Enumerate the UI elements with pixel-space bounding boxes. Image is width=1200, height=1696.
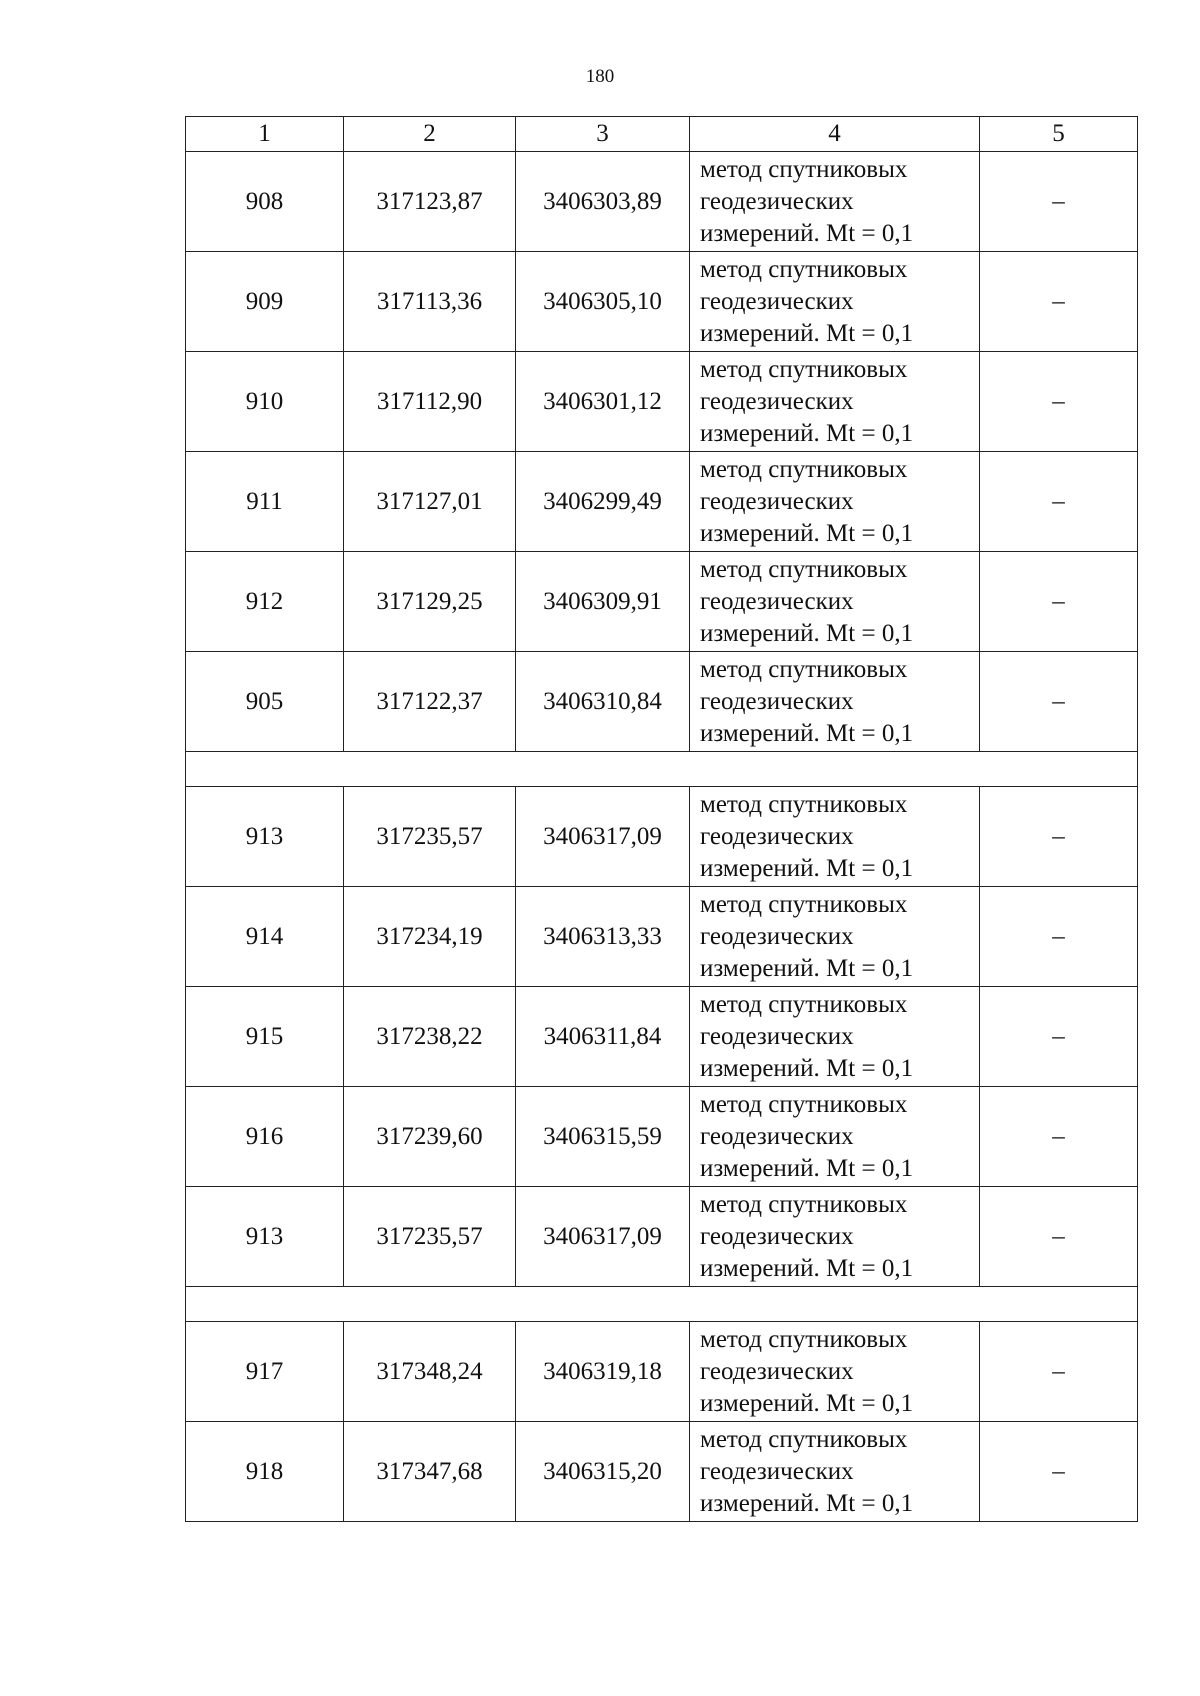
- note-cell: –: [980, 152, 1138, 252]
- method-text-line: измерений. Mt = 0,1: [700, 619, 914, 647]
- section-separator-cell: [186, 752, 1138, 787]
- table-body: [186, 117, 1138, 1522]
- header-cell: 1: [186, 117, 344, 152]
- table-row: [186, 1187, 1138, 1287]
- method-text-line: геодезических: [700, 287, 854, 315]
- method-cell: [690, 452, 980, 552]
- note-cell: –: [980, 452, 1138, 552]
- method-text-line: измерений. Mt = 0,1: [700, 1489, 914, 1517]
- note-cell: –: [980, 552, 1138, 652]
- method-cell: [690, 352, 980, 452]
- method-cell: [690, 252, 980, 352]
- table-row: [186, 552, 1138, 652]
- method-text-line: геодезических: [700, 922, 854, 950]
- method-text-line: геодезических: [700, 1357, 854, 1385]
- method-text-line: геодезических: [700, 587, 854, 615]
- x-coordinate-cell: 317234,19: [344, 887, 516, 987]
- page-number: 180: [585, 66, 615, 87]
- point-number-cell: 909: [186, 252, 344, 352]
- note-cell: –: [980, 1322, 1138, 1422]
- section-separator-cell: [186, 1287, 1138, 1322]
- x-coordinate-cell: 317122,37: [344, 652, 516, 752]
- method-text-line: геодезических: [700, 687, 854, 715]
- y-coordinate-cell: 3406299,49: [516, 452, 690, 552]
- table-row: [186, 452, 1138, 552]
- method-text-line: измерений. Mt = 0,1: [700, 519, 914, 547]
- method-cell: [690, 787, 980, 887]
- table-row: [186, 652, 1138, 752]
- method-text-line: измерений. Mt = 0,1: [700, 719, 914, 747]
- y-coordinate-cell: 3406315,59: [516, 1087, 690, 1187]
- note-cell: –: [980, 987, 1138, 1087]
- method-text-line: измерений. Mt = 0,1: [700, 1389, 914, 1417]
- y-coordinate-cell: 3406315,20: [516, 1422, 690, 1522]
- x-coordinate-cell: 317112,90: [344, 352, 516, 452]
- method-text-line: измерений. Mt = 0,1: [700, 1054, 914, 1082]
- method-text-line: геодезических: [700, 387, 854, 415]
- method-text-line: измерений. Mt = 0,1: [700, 854, 914, 882]
- method-cell: [690, 1087, 980, 1187]
- method-text-line: метод спутниковых: [700, 255, 908, 283]
- y-coordinate-cell: 3406317,09: [516, 787, 690, 887]
- point-number-cell: 905: [186, 652, 344, 752]
- method-text-line: геодезических: [700, 487, 854, 515]
- method-cell: [690, 552, 980, 652]
- point-number-cell: 908: [186, 152, 344, 252]
- y-coordinate-cell: 3406301,12: [516, 352, 690, 452]
- method-text-line: метод спутниковых: [700, 890, 908, 918]
- note-cell: –: [980, 1422, 1138, 1522]
- method-text-line: геодезических: [700, 187, 854, 215]
- method-text-line: геодезических: [700, 1457, 854, 1485]
- point-number-cell: 913: [186, 1187, 344, 1287]
- method-text-line: метод спутниковых: [700, 1190, 908, 1218]
- x-coordinate-cell: 317129,25: [344, 552, 516, 652]
- point-number-cell: 914: [186, 887, 344, 987]
- section-separator-row: [186, 752, 1138, 787]
- table-row: [186, 1087, 1138, 1187]
- method-cell: [690, 1187, 980, 1287]
- method-text-line: метод спутниковых: [700, 455, 908, 483]
- point-number-cell: 910: [186, 352, 344, 452]
- header-cell: 4: [690, 117, 980, 152]
- table-row: [186, 152, 1138, 252]
- point-number-cell: 918: [186, 1422, 344, 1522]
- method-text-line: геодезических: [700, 1122, 854, 1150]
- method-text-line: метод спутниковых: [700, 990, 908, 1018]
- table-row: [186, 352, 1138, 452]
- method-text-line: метод спутниковых: [700, 1090, 908, 1118]
- x-coordinate-cell: 317238,22: [344, 987, 516, 1087]
- point-number-cell: 912: [186, 552, 344, 652]
- header-cell: 3: [516, 117, 690, 152]
- method-text-line: измерений. Mt = 0,1: [700, 419, 914, 447]
- section-separator-row: [186, 1287, 1138, 1322]
- method-cell: [690, 987, 980, 1087]
- x-coordinate-cell: 317127,01: [344, 452, 516, 552]
- method-text-line: метод спутниковых: [700, 355, 908, 383]
- method-text-line: метод спутниковых: [700, 555, 908, 583]
- method-text-line: геодезических: [700, 1022, 854, 1050]
- x-coordinate-cell: 317239,60: [344, 1087, 516, 1187]
- method-text-line: метод спутниковых: [700, 1425, 908, 1453]
- table-row: [186, 887, 1138, 987]
- method-cell: [690, 152, 980, 252]
- table-row: [186, 1422, 1138, 1522]
- header-cell: 2: [344, 117, 516, 152]
- method-text-line: метод спутниковых: [700, 1325, 908, 1353]
- method-cell: [690, 1322, 980, 1422]
- method-text-line: метод спутниковых: [700, 655, 908, 683]
- y-coordinate-cell: 3406309,91: [516, 552, 690, 652]
- method-text-line: метод спутниковых: [700, 155, 908, 183]
- coordinates-table: [185, 116, 1138, 1522]
- note-cell: –: [980, 1087, 1138, 1187]
- method-text-line: измерений. Mt = 0,1: [700, 319, 914, 347]
- method-cell: [690, 652, 980, 752]
- method-cell: [690, 887, 980, 987]
- y-coordinate-cell: 3406319,18: [516, 1322, 690, 1422]
- x-coordinate-cell: 317123,87: [344, 152, 516, 252]
- header-cell: 5: [980, 117, 1138, 152]
- point-number-cell: 917: [186, 1322, 344, 1422]
- table-row: [186, 1322, 1138, 1422]
- method-cell: [690, 1422, 980, 1522]
- note-cell: –: [980, 887, 1138, 987]
- x-coordinate-cell: 317235,57: [344, 1187, 516, 1287]
- note-cell: –: [980, 652, 1138, 752]
- note-cell: –: [980, 252, 1138, 352]
- x-coordinate-cell: 317235,57: [344, 787, 516, 887]
- note-cell: –: [980, 1187, 1138, 1287]
- y-coordinate-cell: 3406313,33: [516, 887, 690, 987]
- table-row: [186, 987, 1138, 1087]
- y-coordinate-cell: 3406310,84: [516, 652, 690, 752]
- method-text-line: измерений. Mt = 0,1: [700, 1254, 914, 1282]
- point-number-cell: 916: [186, 1087, 344, 1187]
- x-coordinate-cell: 317347,68: [344, 1422, 516, 1522]
- point-number-cell: 913: [186, 787, 344, 887]
- point-number-cell: 915: [186, 987, 344, 1087]
- method-text-line: метод спутниковых: [700, 790, 908, 818]
- x-coordinate-cell: 317348,24: [344, 1322, 516, 1422]
- y-coordinate-cell: 3406311,84: [516, 987, 690, 1087]
- method-text-line: геодезических: [700, 822, 854, 850]
- note-cell: –: [980, 352, 1138, 452]
- note-cell: –: [980, 787, 1138, 887]
- method-text-line: измерений. Mt = 0,1: [700, 954, 914, 982]
- point-number-cell: 911: [186, 452, 344, 552]
- method-text-line: измерений. Mt = 0,1: [700, 1154, 914, 1182]
- x-coordinate-cell: 317113,36: [344, 252, 516, 352]
- y-coordinate-cell: 3406303,89: [516, 152, 690, 252]
- method-text-line: измерений. Mt = 0,1: [700, 219, 914, 247]
- table-header-row: [186, 117, 1138, 152]
- table-row: [186, 787, 1138, 887]
- y-coordinate-cell: 3406317,09: [516, 1187, 690, 1287]
- method-text-line: геодезических: [700, 1222, 854, 1250]
- table-row: [186, 252, 1138, 352]
- y-coordinate-cell: 3406305,10: [516, 252, 690, 352]
